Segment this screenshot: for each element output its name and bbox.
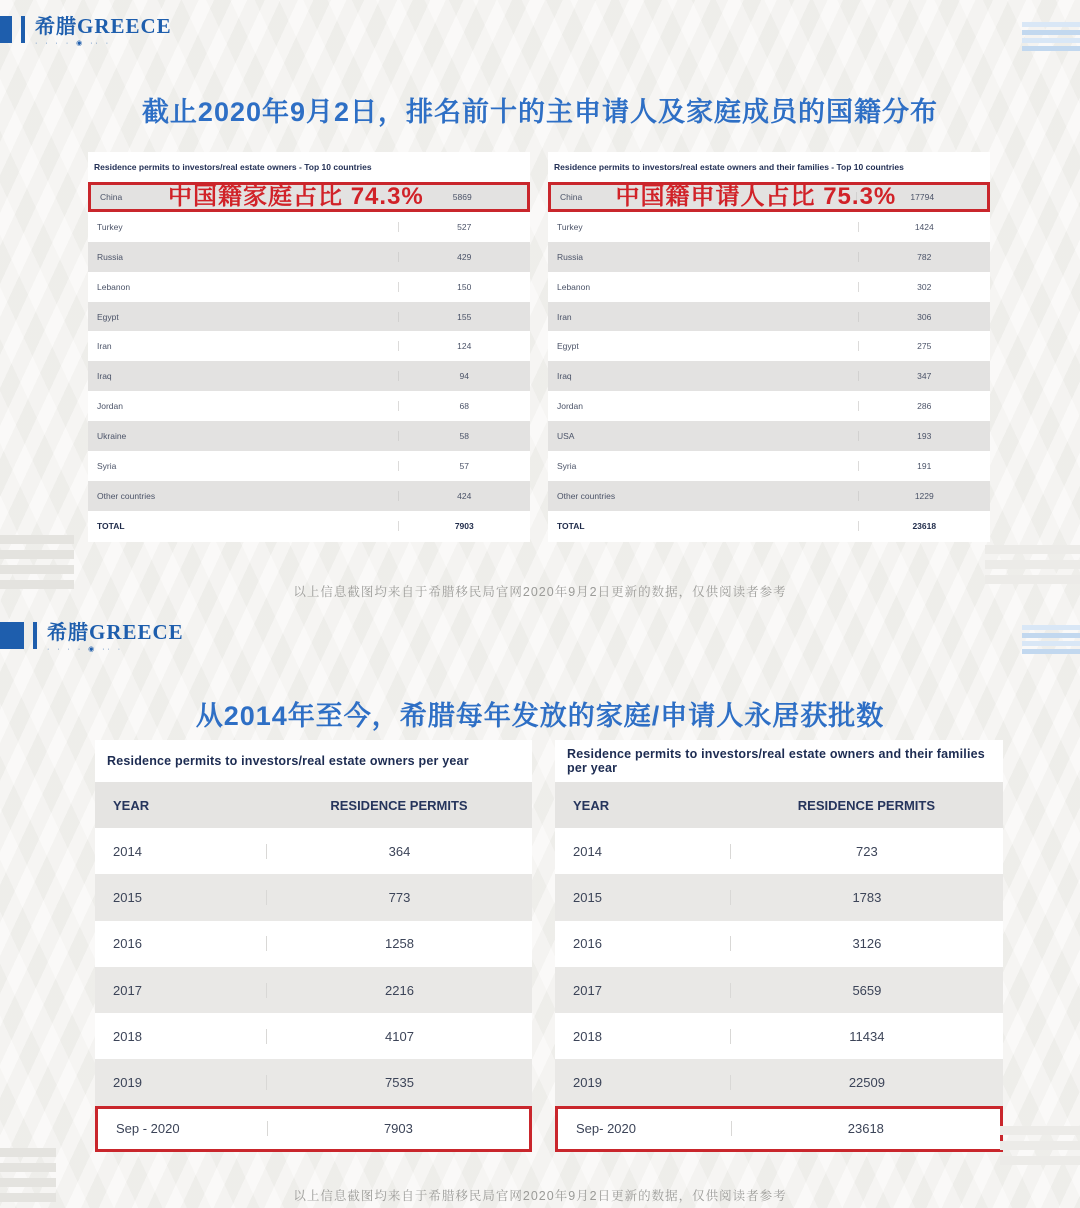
country-row [548, 331, 990, 361]
brand-logo [0, 622, 184, 653]
year-label: 2015 [113, 889, 142, 905]
decor-stripes-left [0, 535, 74, 589]
country-name: Egypt [97, 311, 119, 322]
year-row [95, 874, 532, 920]
permits-count: 58 [398, 431, 530, 441]
country-name: Iran [97, 341, 112, 352]
permits-count: 1424 [858, 222, 990, 232]
year-row [555, 828, 1003, 874]
year-row [555, 1013, 1003, 1059]
year-row [95, 921, 532, 967]
permits-count: 424 [398, 491, 530, 501]
country-row [548, 302, 990, 332]
country-name: Turkey [97, 221, 123, 232]
country-name: Jordan [97, 401, 123, 412]
permits-count: 23618 [731, 1121, 1000, 1136]
logo-tagline-dots: · · · · ◉ ·· · [35, 40, 112, 47]
country-row [88, 242, 530, 272]
permits-count: 527 [398, 222, 530, 232]
permits-count: 773 [266, 890, 532, 905]
permits-count: 23618 [858, 521, 990, 531]
country-table-investors [88, 152, 530, 542]
year-label: 2016 [113, 936, 142, 952]
country-row [88, 212, 530, 242]
country-row [88, 451, 530, 481]
country-name: China [100, 191, 123, 202]
country-row [88, 481, 530, 511]
logo-english-name: GREECE [77, 14, 172, 38]
country-name: Syria [97, 460, 117, 471]
year-label: 2016 [573, 936, 602, 952]
country-name: Russia [97, 251, 123, 262]
country-row [88, 331, 530, 361]
table-title: Residence permits to investors/real estate owners and their families - Top 10 countries [554, 162, 904, 172]
source-footnote: 以上信息截图均来自于希腊移民局官网2020年9月2日更新的数据，仅供阅读者参考 [293, 1189, 787, 1203]
yearly-table-families [555, 740, 1003, 1152]
country-name: USA [557, 431, 575, 442]
year-label: 2019 [113, 1075, 142, 1091]
country-row [88, 302, 530, 332]
china-share-annotation: 中国籍家庭占比 74.3% [168, 182, 424, 210]
section-permits-per-year [0, 608, 1080, 1208]
logo-english-name: GREECE [89, 620, 184, 644]
table-header-row [555, 782, 1003, 828]
permits-count: 7535 [266, 1075, 532, 1090]
table-header-row [95, 782, 532, 828]
permits-count: 1229 [858, 491, 990, 501]
year-label: 2018 [573, 1028, 602, 1044]
year-row [95, 1013, 532, 1059]
permits-count: 4107 [266, 1029, 532, 1044]
country-row [548, 451, 990, 481]
table-title: Residence permits to investors/real estate owners and their families per year [567, 747, 985, 775]
year-row-latest-highlighted [555, 1106, 1003, 1152]
country-name: Lebanon [557, 281, 591, 292]
country-name: Iran [557, 311, 572, 322]
permits-count: 286 [858, 401, 990, 411]
permits-count: 68 [398, 401, 530, 411]
brand-logo [0, 16, 172, 47]
logo-square-mark [0, 622, 24, 649]
logo-chinese-name: 希腊 [47, 622, 89, 644]
permits-count: 150 [398, 282, 530, 292]
total-row [88, 511, 530, 541]
year-label: 2018 [113, 1028, 142, 1044]
country-name: Jordan [557, 401, 583, 412]
table-title: Residence permits to investors/real estate owners - Top 10 countries [94, 162, 372, 172]
country-name: Turkey [557, 221, 583, 232]
country-row-highlighted [548, 182, 990, 212]
year-label: 2015 [573, 889, 602, 905]
country-name: Iraq [557, 371, 572, 382]
permits-count: 347 [858, 371, 990, 381]
country-name: China [560, 191, 583, 202]
permits-count: 191 [858, 461, 990, 471]
country-name: Egypt [557, 341, 579, 352]
country-row [88, 272, 530, 302]
country-name: TOTAL [97, 520, 125, 531]
country-name: TOTAL [557, 520, 585, 531]
logo-bar-mark [33, 622, 37, 649]
year-row [95, 828, 532, 874]
year-row [95, 967, 532, 1013]
country-name: Russia [557, 251, 583, 262]
country-name: Other countries [97, 490, 156, 501]
permits-count: 7903 [398, 521, 530, 531]
table-body [88, 182, 530, 541]
country-name: Syria [557, 460, 577, 471]
permits-count: 17794 [856, 192, 987, 202]
country-row [88, 421, 530, 451]
logo-chinese-name: 希腊 [35, 16, 77, 38]
country-row [88, 391, 530, 421]
table-title: Residence permits to investors/real estate owners per year [107, 754, 469, 768]
permits-count: 22509 [730, 1075, 1003, 1090]
permits-count: 94 [398, 371, 530, 381]
permits-count: 5869 [396, 192, 527, 202]
permits-count: 2216 [266, 983, 532, 998]
year-label: 2019 [573, 1075, 602, 1091]
china-share-annotation: 中国籍申请人占比 75.3% [615, 182, 897, 210]
permits-count: 782 [858, 252, 990, 262]
year-row [555, 1059, 1003, 1105]
logo-bar-mark [21, 16, 25, 43]
permits-count: 7903 [267, 1121, 529, 1136]
year-label: 2017 [113, 982, 142, 998]
country-name: Iraq [97, 371, 112, 382]
year-label: 2014 [573, 843, 602, 859]
country-table-families [548, 152, 990, 542]
decor-stripes-top-right [1022, 22, 1080, 51]
country-row-highlighted [88, 182, 530, 212]
country-name: Lebanon [97, 281, 131, 292]
yearly-table-investors [95, 740, 532, 1152]
year-row [555, 874, 1003, 920]
country-row [548, 481, 990, 511]
column-header-permits: RESIDENCE PERMITS [330, 797, 468, 813]
permits-count: 3126 [730, 936, 1003, 951]
permits-count: 155 [398, 312, 530, 322]
year-row [95, 1059, 532, 1105]
permits-count: 124 [398, 341, 530, 351]
column-header-year: YEAR [573, 797, 610, 813]
year-row-latest-highlighted [95, 1106, 532, 1152]
year-row [555, 921, 1003, 967]
permits-count: 11434 [730, 1029, 1003, 1044]
logo-tagline-dots: · · · · ◉ ·· · [47, 646, 124, 653]
year-label: Sep- 2020 [576, 1121, 636, 1137]
table-body [548, 182, 990, 541]
country-row [548, 391, 990, 421]
section2-title: 从2014年至今，希腊每年发放的家庭/申请人永居获批数 [195, 701, 885, 732]
permits-count: 57 [398, 461, 530, 471]
country-name: Ukraine [97, 431, 127, 442]
country-name: Other countries [557, 490, 616, 501]
year-row [555, 967, 1003, 1013]
section1-title: 截止2020年9月2日，排名前十的主申请人及家庭成员的国籍分布 [141, 97, 939, 128]
column-header-permits: RESIDENCE PERMITS [797, 797, 936, 813]
permits-count: 275 [858, 341, 990, 351]
year-label: 2017 [573, 982, 602, 998]
decor-stripes-right [985, 545, 1080, 584]
country-row [548, 421, 990, 451]
country-row [88, 361, 530, 391]
column-header-year: YEAR [113, 797, 150, 813]
logo-square-mark [0, 16, 12, 43]
country-row [548, 212, 990, 242]
year-label: 2014 [113, 843, 142, 859]
country-row [548, 361, 990, 391]
table-body [95, 828, 532, 1152]
decor-stripes-top-right [1022, 625, 1080, 654]
permits-count: 5659 [730, 983, 1003, 998]
permits-count: 1783 [730, 890, 1003, 905]
country-row [548, 272, 990, 302]
permits-count: 302 [858, 282, 990, 292]
year-label: Sep - 2020 [116, 1121, 180, 1137]
permits-count: 193 [858, 431, 990, 441]
logo-text [35, 16, 172, 47]
source-footnote: 以上信息截图均来自于希腊移民局官网2020年9月2日更新的数据，仅供阅读者参考 [293, 585, 787, 599]
permits-count: 429 [398, 252, 530, 262]
permits-count: 1258 [266, 936, 532, 951]
country-row [548, 242, 990, 272]
total-row [548, 511, 990, 541]
decor-stripes-bottom-right [1000, 1126, 1080, 1165]
permits-count: 723 [730, 844, 1003, 859]
logo-text [47, 622, 184, 653]
permits-count: 306 [858, 312, 990, 322]
permits-count: 364 [266, 844, 532, 859]
table-body [555, 828, 1003, 1152]
